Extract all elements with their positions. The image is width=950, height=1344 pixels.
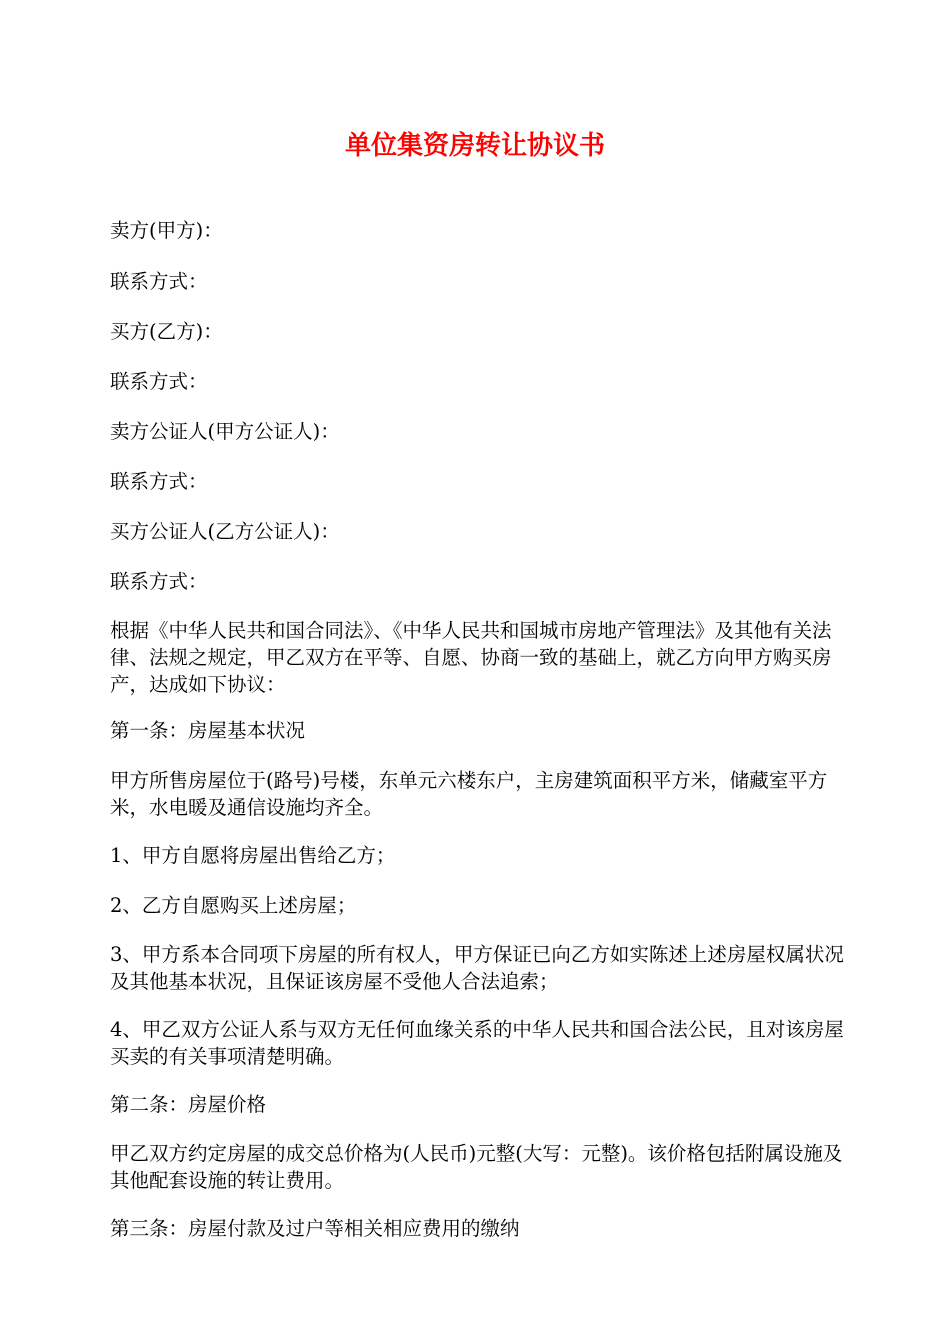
clause-2: 2、乙方自愿购买上述房屋； [110, 894, 357, 917]
seller-line: 卖方(甲方)： [110, 219, 223, 242]
article-2-heading: 第二条：房屋价格 [110, 1093, 267, 1116]
article-3-heading: 第三条：房屋付款及过户等相关相应费用的缴纳 [110, 1217, 520, 1240]
buyer-notary-contact-line: 联系方式： [110, 570, 208, 593]
preamble-paragraph: 根据《中华人民共和国合同法》、《中华人民共和国城市房地产管理法》及其他有关法律、法规之规定，甲乙双方在平等、自愿、协商一致的基础上，就乙方向甲方购买房产，达成如下协议： [110, 619, 832, 696]
buyer-contact-line: 联系方式： [110, 370, 208, 393]
buyer-notary-line: 买方公证人(乙方公证人)： [110, 520, 340, 543]
document-title: 单位集资房转让协议书 [344, 131, 605, 161]
seller-notary-line: 卖方公证人(甲方公证人)： [110, 420, 340, 443]
article-1-heading: 第一条：房屋基本状况 [110, 719, 306, 742]
clause-3: 3、甲方系本合同项下房屋的所有权人，甲方保证已向乙方如实陈述上述房屋权属状况及其他基本状况，且保证该房屋不受他人合法追索； [110, 943, 844, 993]
clause-4: 4、甲乙双方公证人系与双方无任何血缘关系的中华人民共和国合法公民，且对该房屋买卖的有关事项清楚明确。 [110, 1018, 844, 1068]
seller-contact-line: 联系方式： [110, 270, 208, 293]
property-description-paragraph: 甲方所售房屋位于(路号)号楼，东单元六楼东户，主房建筑面积平方米，储藏室平方米，水电暖及通信设施均齐全。 [110, 769, 828, 819]
price-paragraph: 甲乙双方约定房屋的成交总价格为(人民币)元整(大写：元整)。该价格包括附属设施及其他配套设施的转让费用。 [110, 1142, 843, 1192]
clause-1: 1、甲方自愿将房屋出售给乙方； [110, 844, 396, 867]
buyer-line: 买方(乙方)： [110, 320, 223, 343]
seller-notary-contact-line: 联系方式： [110, 470, 208, 493]
